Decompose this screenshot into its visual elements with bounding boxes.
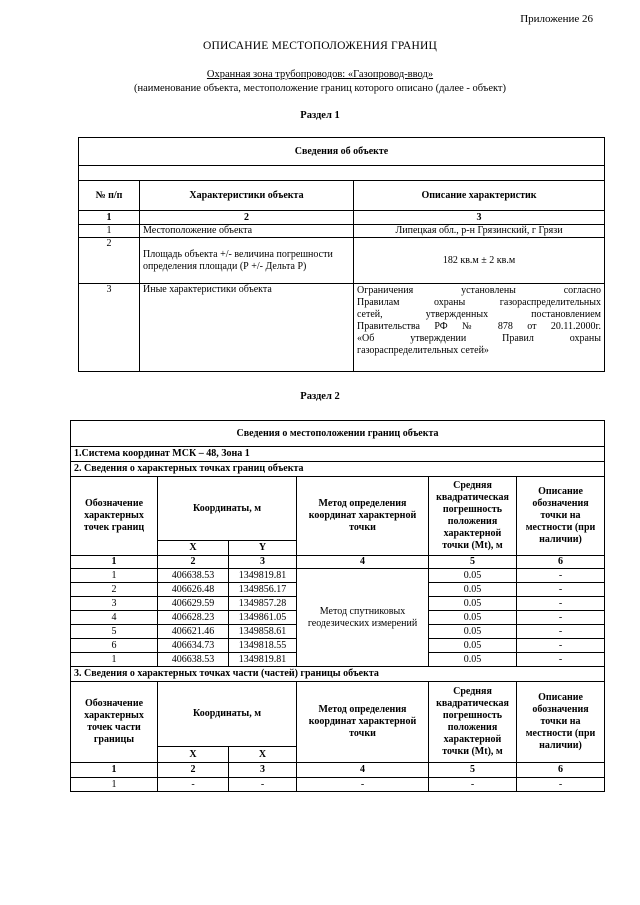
point-num: 6 xyxy=(71,639,158,653)
part-col-point-header: Обозначение характерных точек части границы xyxy=(71,682,158,763)
part-col-x1-header: X xyxy=(158,747,229,763)
row-value: 182 кв.м ± 2 кв.м xyxy=(354,238,605,284)
value-line: Ограничения установлены согласно xyxy=(357,285,601,296)
idx-cell: 2 xyxy=(158,763,229,778)
idx-cell: 1 xyxy=(71,763,158,778)
part-col-method-header: Метод определения координат характерной точки xyxy=(297,682,429,763)
idx-cell: 6 xyxy=(517,763,605,778)
coord-system: 1.Система координат МСК – 48, Зона 1 xyxy=(71,447,605,462)
idx-cell: 3 xyxy=(229,556,297,569)
points-subtitle: 2. Сведения о характерных точках границ объекта xyxy=(71,462,605,477)
col-accuracy-header: Средняя квадратическая погрешность положения характерной точки (Mt), м xyxy=(429,477,517,556)
idx-cell: 5 xyxy=(429,556,517,569)
point-x: 406626.48 xyxy=(158,583,229,597)
object-name: Охранная зона трубопроводов: «Газопровод-ввод» xyxy=(206,69,434,80)
part-point-descr: - xyxy=(517,778,605,792)
point-y: 1349856.17 xyxy=(229,583,297,597)
idx-cell: 1 xyxy=(79,211,140,225)
point-x: 406638.53 xyxy=(158,569,229,583)
point-x: 406621.46 xyxy=(158,625,229,639)
point-x: 406629.59 xyxy=(158,597,229,611)
point-mt: 0.05 xyxy=(429,653,517,667)
row-num: 1 xyxy=(79,225,140,238)
point-descr: - xyxy=(517,625,605,639)
col-y-header: Y xyxy=(229,541,297,556)
col-method-header: Метод определения координат характерной точки xyxy=(297,477,429,556)
boundary-table-title: Сведения о местоположении границ объекта xyxy=(71,421,605,447)
point-descr: - xyxy=(517,569,605,583)
document-title: ОПИСАНИЕ МЕСТОПОЛОЖЕНИЯ ГРАНИЦ xyxy=(202,40,438,52)
section-2-heading: Раздел 2 xyxy=(300,391,340,402)
value-line: Правилам охраны газораспределительных xyxy=(357,297,601,308)
point-num: 5 xyxy=(71,625,158,639)
point-descr: - xyxy=(517,639,605,653)
part-points-subtitle: 3. Сведения о характерных точках части (частей) границы объекта xyxy=(71,667,605,682)
col-num-header: № п/п xyxy=(79,181,140,211)
boundary-table xyxy=(70,420,605,792)
point-y: 1349857.28 xyxy=(229,597,297,611)
part-point-method: - xyxy=(297,778,429,792)
idx-cell: 4 xyxy=(297,556,429,569)
table-row xyxy=(71,569,605,583)
part-col-x2-header: X xyxy=(229,747,297,763)
part-col-accuracy-header: Средняя квадратическая погрешность положения характерной точки (Mt), м xyxy=(429,682,517,763)
point-x: 406634.73 xyxy=(158,639,229,653)
part-point-mt: - xyxy=(429,778,517,792)
row-value xyxy=(354,284,605,372)
section-1-heading: Раздел 1 xyxy=(300,110,340,121)
point-num: 4 xyxy=(71,611,158,625)
part-col-descr-header: Описание обозначения точки на местности (при наличии) xyxy=(517,682,605,763)
col-char-header: Характеристики объекта xyxy=(140,181,354,211)
table-row xyxy=(79,238,605,284)
point-num: 1 xyxy=(71,653,158,667)
value-line: сетей, утвержденных постановлением xyxy=(357,309,601,320)
row-num: 3 xyxy=(79,284,140,372)
object-info-table xyxy=(78,137,605,372)
point-x: 406628.23 xyxy=(158,611,229,625)
point-descr: - xyxy=(517,611,605,625)
point-descr: - xyxy=(517,653,605,667)
col-descr-header: Описание обозначения точки на местности (при наличии) xyxy=(517,477,605,556)
point-mt: 0.05 xyxy=(429,569,517,583)
col-coords-header: Координаты, м xyxy=(158,477,297,541)
col-desc-header: Описание характеристик xyxy=(354,181,605,211)
point-y: 1349818.55 xyxy=(229,639,297,653)
value-line: «Об утверждении Правил охраны xyxy=(357,333,601,344)
object-info-title: Сведения об объекте xyxy=(79,138,605,166)
point-y: 1349819.81 xyxy=(229,653,297,667)
point-y: 1349858.61 xyxy=(229,625,297,639)
part-point-num: 1 xyxy=(71,778,158,792)
row-name: Иные характеристики объекта xyxy=(140,284,354,372)
row-name: Площадь объекта +/- величина погрешности определения площади (Р +/- Дельта Р) xyxy=(140,238,354,284)
row-value: Липецкая обл., р-н Грязинский, г Грязи xyxy=(354,225,605,238)
table-row xyxy=(79,284,605,372)
point-mt: 0.05 xyxy=(429,639,517,653)
point-num: 2 xyxy=(71,583,158,597)
point-num: 1 xyxy=(71,569,158,583)
point-mt: 0.05 xyxy=(429,625,517,639)
idx-cell: 4 xyxy=(297,763,429,778)
col-x-header: X xyxy=(158,541,229,556)
idx-cell: 2 xyxy=(140,211,354,225)
point-mt: 0.05 xyxy=(429,611,517,625)
idx-cell: 6 xyxy=(517,556,605,569)
point-descr: - xyxy=(517,583,605,597)
row-name: Местоположение объекта xyxy=(140,225,354,238)
table-row xyxy=(79,225,605,238)
idx-cell: 3 xyxy=(354,211,605,225)
blank-row xyxy=(79,166,605,181)
object-caption: (наименование объекта, местоположение границ которого описано (далее - объект) xyxy=(133,83,507,94)
point-mt: 0.05 xyxy=(429,583,517,597)
point-x: 406638.53 xyxy=(158,653,229,667)
point-y: 1349861.05 xyxy=(229,611,297,625)
col-point-header: Обозначение характерных точек границ xyxy=(71,477,158,556)
idx-cell: 5 xyxy=(429,763,517,778)
point-num: 3 xyxy=(71,597,158,611)
part-point-x: - xyxy=(158,778,229,792)
table-row xyxy=(71,778,605,792)
method-cell: Метод спутниковых геодезических измерений xyxy=(297,569,429,667)
idx-cell: 3 xyxy=(229,763,297,778)
point-mt: 0.05 xyxy=(429,597,517,611)
point-y: 1349819.81 xyxy=(229,569,297,583)
idx-cell: 1 xyxy=(71,556,158,569)
row-num: 2 xyxy=(79,238,140,284)
part-point-y: - xyxy=(229,778,297,792)
point-descr: - xyxy=(517,597,605,611)
appendix-label: Приложение 26 xyxy=(520,13,593,25)
value-line: Правительства РФ № 878 от 20.11.2000г. xyxy=(357,321,601,332)
idx-cell: 2 xyxy=(158,556,229,569)
part-col-coords-header: Координаты, м xyxy=(158,682,297,747)
value-line: газораспределительных сетей» xyxy=(357,345,489,356)
